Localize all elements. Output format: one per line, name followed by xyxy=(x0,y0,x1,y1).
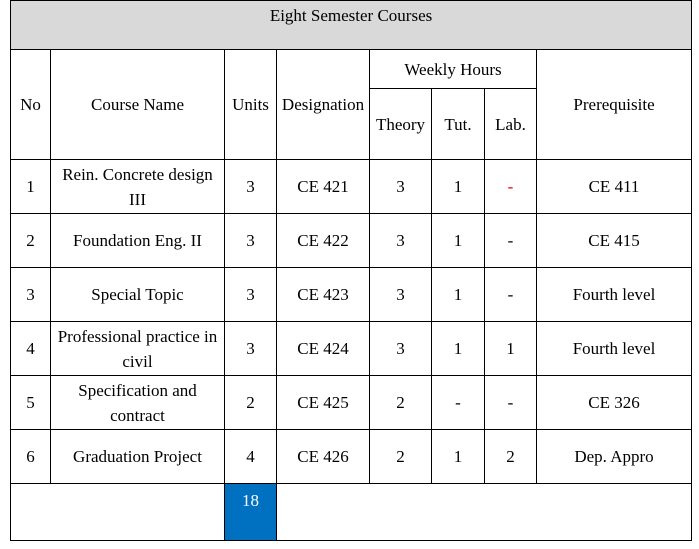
cell-lab: 2 xyxy=(485,430,537,484)
header-designation: Designation xyxy=(277,50,370,160)
cell-tut: 1 xyxy=(432,322,485,376)
total-label-blank xyxy=(11,484,225,541)
cell-lab: - xyxy=(485,268,537,322)
cell-course-name: Foundation Eng. II xyxy=(51,214,225,268)
cell-course-name: Special Topic xyxy=(51,268,225,322)
cell-course-name: Professional practice in civil xyxy=(51,322,225,376)
cell-prerequisite: Fourth level xyxy=(537,268,692,322)
total-units: 18 xyxy=(225,484,277,541)
cell-no: 1 xyxy=(11,160,51,214)
cell-designation: CE 426 xyxy=(277,430,370,484)
cell-prerequisite: Fourth level xyxy=(537,322,692,376)
cell-course-name: Specification and contract xyxy=(51,376,225,430)
cell-designation: CE 423 xyxy=(277,268,370,322)
cell-no: 5 xyxy=(11,376,51,430)
cell-designation: CE 421 xyxy=(277,160,370,214)
total-remainder-blank xyxy=(277,484,692,541)
cell-no: 3 xyxy=(11,268,51,322)
cell-units: 3 xyxy=(225,322,277,376)
table-row xyxy=(11,322,692,376)
cell-designation: CE 424 xyxy=(277,322,370,376)
cell-no: 2 xyxy=(11,214,51,268)
cell-no: 4 xyxy=(11,322,51,376)
cell-lab: - xyxy=(485,160,537,214)
table-row xyxy=(11,376,692,430)
header-tut: Tut. xyxy=(432,89,485,160)
header-course-name: Course Name xyxy=(51,50,225,160)
header-theory: Theory xyxy=(370,89,432,160)
cell-theory: 2 xyxy=(370,430,432,484)
cell-units: 3 xyxy=(225,214,277,268)
table-title: Eight Semester Courses xyxy=(11,1,692,50)
table-row xyxy=(11,160,692,214)
header-lab: Lab. xyxy=(485,89,537,160)
header-weekly-hours: Weekly Hours xyxy=(370,50,537,89)
cell-units: 3 xyxy=(225,268,277,322)
cell-units: 3 xyxy=(225,160,277,214)
cell-lab: - xyxy=(485,376,537,430)
cell-tut: 1 xyxy=(432,268,485,322)
cell-prerequisite: CE 415 xyxy=(537,214,692,268)
cell-tut: 1 xyxy=(432,160,485,214)
cell-theory: 3 xyxy=(370,214,432,268)
cell-units: 2 xyxy=(225,376,277,430)
cell-tut: 1 xyxy=(432,214,485,268)
cell-prerequisite: CE 326 xyxy=(537,376,692,430)
cell-tut: - xyxy=(432,376,485,430)
cell-theory: 2 xyxy=(370,376,432,430)
cell-theory: 3 xyxy=(370,268,432,322)
cell-designation: CE 425 xyxy=(277,376,370,430)
cell-designation: CE 422 xyxy=(277,214,370,268)
table-row xyxy=(11,430,692,484)
cell-theory: 3 xyxy=(370,160,432,214)
header-units: Units xyxy=(225,50,277,160)
cell-lab: - xyxy=(485,214,537,268)
courses-table xyxy=(10,0,692,541)
cell-course-name: Rein. Concrete design III xyxy=(51,160,225,214)
cell-no: 6 xyxy=(11,430,51,484)
total-row xyxy=(11,484,692,541)
cell-tut: 1 xyxy=(432,430,485,484)
table-row xyxy=(11,268,692,322)
header-no: No xyxy=(11,50,51,160)
table-row xyxy=(11,214,692,268)
cell-units: 4 xyxy=(225,430,277,484)
cell-prerequisite: CE 411 xyxy=(537,160,692,214)
cell-course-name: Graduation Project xyxy=(51,430,225,484)
cell-prerequisite: Dep. Appro xyxy=(537,430,692,484)
cell-lab: 1 xyxy=(485,322,537,376)
header-prerequisite: Prerequisite xyxy=(537,50,692,160)
cell-theory: 3 xyxy=(370,322,432,376)
